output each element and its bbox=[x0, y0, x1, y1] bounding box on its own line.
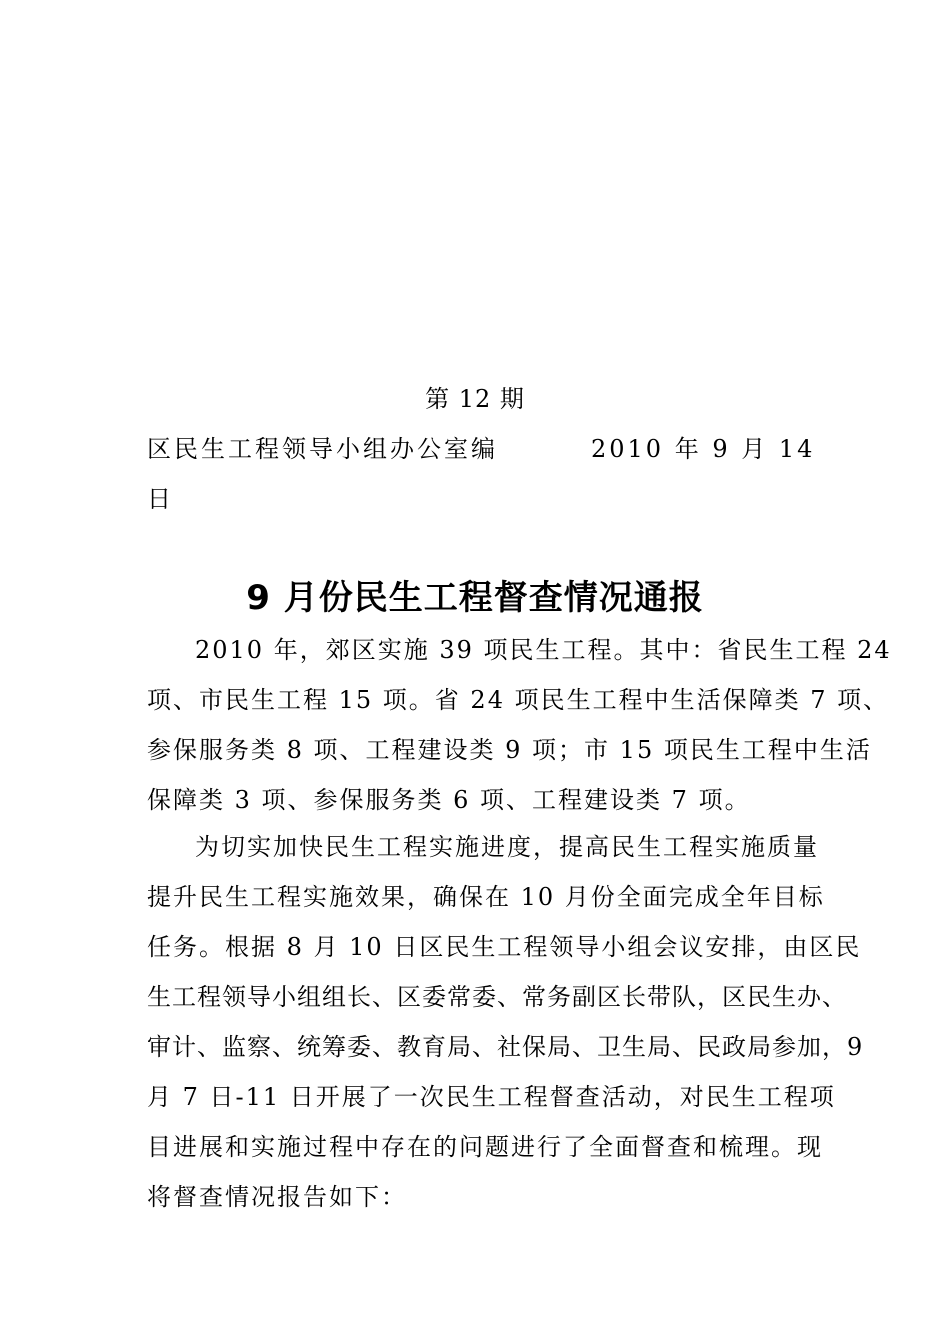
paragraph-line: 提升民生工程实施效果，确保在 10 月份全面完成全年目标 bbox=[147, 883, 825, 911]
editor-line: 区民生工程领导小组办公室编 bbox=[147, 435, 498, 463]
document-title: 9 月份民生工程督查情况通报 bbox=[246, 578, 704, 618]
paragraph-line: 2010 年，郊区实施 39 项民生工程。其中：省民生工程 24 bbox=[195, 636, 892, 664]
paragraph-line: 将督查情况报告如下： bbox=[147, 1183, 407, 1211]
paragraph-line: 生工程领导小组组长、区委常委、常务副区长带队，区民生办、 bbox=[147, 983, 847, 1011]
paragraph-line: 目进展和实施过程中存在的问题进行了全面督查和梳理。现 bbox=[147, 1133, 823, 1161]
paragraph-line: 审计、监察、统筹委、教育局、社保局、卫生局、民政局参加，9 bbox=[147, 1033, 864, 1061]
issue-number: 第 12 期 bbox=[425, 385, 525, 413]
paragraph-line: 保障类 3 项、参保服务类 6 项、工程建设类 7 项。 bbox=[147, 786, 751, 814]
publish-date-continued: 日 bbox=[147, 485, 173, 513]
paragraph-line: 任务。根据 8 月 10 日区民生工程领导小组会议安排，由区民 bbox=[147, 933, 862, 961]
paragraph-line: 项、市民生工程 15 项。省 24 项民生工程中生活保障类 7 项、 bbox=[147, 686, 890, 714]
paragraph-line: 月 7 日-11 日开展了一次民生工程督查活动，对民生工程项 bbox=[147, 1083, 836, 1111]
publish-date: 2010 年 9 月 14 bbox=[591, 435, 816, 463]
paragraph-line: 为切实加快民生工程实施进度，提高民生工程实施质量 bbox=[195, 833, 819, 861]
paragraph-line: 参保服务类 8 项、工程建设类 9 项；市 15 项民生工程中生活 bbox=[147, 736, 872, 764]
